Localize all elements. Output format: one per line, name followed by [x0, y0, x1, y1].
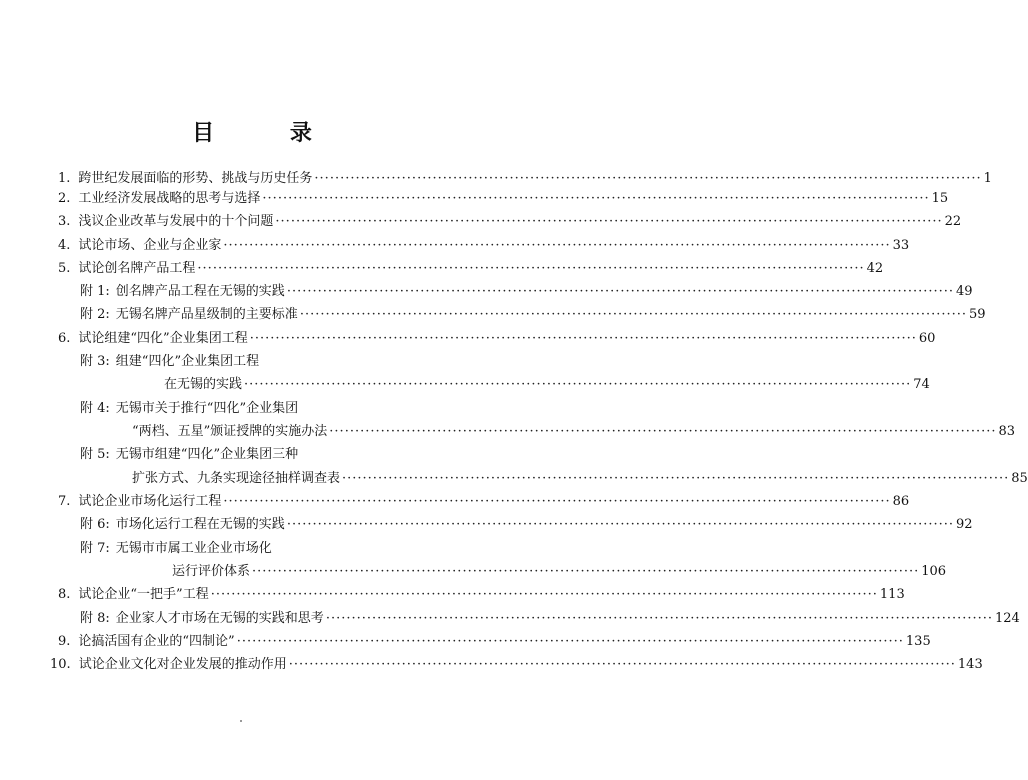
toc-entry-page: 1 — [983, 171, 992, 186]
toc-entry-title: 扩张方式、九条实现途径抽样调查表 — [132, 471, 341, 486]
toc-leader — [237, 633, 904, 651]
toc-entry-title: 论搞活国有企业的“四制论” — [78, 634, 235, 649]
toc-entry[interactable] — [58, 586, 905, 604]
toc-entry-page: 92 — [956, 517, 973, 532]
toc-leader — [211, 586, 878, 604]
toc-subentry[interactable] — [80, 283, 973, 301]
toc-entry-title: 市场化运行工程在无锡的实践 — [115, 517, 285, 532]
toc-subentry[interactable] — [80, 353, 438, 371]
toc-leader — [329, 423, 996, 441]
toc-entry-number: 附 3: — [80, 354, 110, 369]
toc-entry[interactable] — [58, 237, 910, 255]
toc-subentry[interactable] — [80, 610, 1020, 628]
toc-subentry[interactable] — [80, 540, 438, 558]
toc-entry-title: 跨世纪发展面临的形势、挑战与历史任务 — [78, 171, 313, 186]
toc-entry-title: 无锡市关于推行“四化”企业集团 — [115, 401, 299, 416]
toc-entry[interactable] — [58, 190, 949, 208]
toc-leader — [287, 516, 954, 534]
toc-leader — [326, 610, 993, 628]
toc-entry-title: 组建“四化”企业集团工程 — [115, 354, 260, 369]
toc-entry-page: 22 — [944, 214, 962, 229]
toc-entry-number: 附 4: — [80, 401, 110, 416]
toc-entry[interactable] — [58, 170, 992, 188]
toc-entry-page: 113 — [879, 587, 905, 602]
toc-entry-number: 4. — [58, 238, 71, 253]
toc-entry-title: 在无锡的实践 — [164, 377, 243, 392]
toc-entry-title: 浅议企业改革与发展中的十个问题 — [78, 214, 274, 229]
toc-leader — [252, 563, 919, 581]
toc-entry-title: 无锡名牌产品星级制的主要标准 — [115, 307, 298, 322]
toc-leader — [342, 470, 1009, 488]
toc-entry-number: 2. — [58, 191, 71, 206]
toc-entry-page: 86 — [892, 494, 910, 509]
toc-entry-title: 无锡市组建“四化”企业集团三种 — [115, 447, 299, 462]
toc-entry-title: 试论创名牌产品工程 — [78, 261, 196, 276]
toc-entry-number: 3. — [58, 214, 71, 229]
toc-subentry-continued[interactable] — [164, 376, 930, 394]
toc-entry-number: 附 6: — [80, 517, 110, 532]
toc-entry-page: 59 — [969, 307, 986, 322]
toc-entry-page: 83 — [998, 424, 1016, 439]
toc-entry-number: 7. — [58, 494, 71, 509]
toc-leader — [287, 283, 954, 301]
toc-entry-number: 9. — [58, 634, 71, 649]
toc-entry-title: 试论企业市场化运行工程 — [78, 494, 222, 509]
toc-leader — [244, 376, 911, 394]
toc-entry-page: 106 — [921, 564, 947, 579]
toc-leader — [223, 493, 890, 511]
page-speck — [240, 720, 242, 722]
toc-entry-title: 试论市场、企业与企业家 — [78, 238, 222, 253]
page-title: 目 录 — [192, 121, 346, 146]
toc-entry-page: 74 — [913, 377, 930, 392]
toc-entry-page: 15 — [931, 191, 949, 206]
toc-entry-number: 1. — [58, 171, 71, 186]
toc-entry[interactable] — [58, 633, 931, 651]
toc-leader — [314, 170, 981, 188]
toc-entry-title: “两档、五星”颁证授牌的实施办法 — [132, 424, 328, 439]
toc-entry[interactable] — [50, 656, 983, 674]
toc-subentry[interactable] — [80, 446, 438, 464]
toc-entry-number: 附 7: — [80, 541, 110, 556]
toc-leader — [262, 190, 929, 208]
toc-entry-title: 创名牌产品工程在无锡的实践 — [115, 284, 285, 299]
toc-entry-page: 33 — [892, 238, 910, 253]
toc-entry-number: 附 2: — [80, 307, 110, 322]
toc-entry-number: 8. — [58, 587, 71, 602]
toc-entry-number: 10. — [50, 657, 71, 672]
toc-entry-page: 85 — [1011, 471, 1028, 486]
toc-subentry-continued[interactable] — [132, 423, 1016, 441]
toc-entry[interactable] — [58, 213, 962, 231]
toc-entry-title: 工业经济发展战略的思考与选择 — [78, 191, 261, 206]
toc-leader — [289, 656, 956, 674]
toc-leader — [250, 330, 917, 348]
toc-entry-number: 5. — [58, 261, 71, 276]
toc-subentry-continued[interactable] — [172, 563, 947, 581]
toc-entry[interactable] — [58, 493, 910, 511]
toc-entry-page: 49 — [956, 284, 973, 299]
toc-entry[interactable] — [58, 260, 884, 278]
toc-leader — [223, 237, 890, 255]
toc-entry-number: 6. — [58, 331, 71, 346]
toc-entry-title: 运行评价体系 — [172, 564, 251, 579]
toc-entry-title: 企业家人才市场在无锡的实践和思考 — [115, 611, 324, 626]
toc-entry-page: 143 — [957, 657, 983, 672]
toc-entry[interactable] — [58, 330, 936, 348]
toc-entry-title: 试论企业文化对企业发展的推动作用 — [78, 657, 287, 672]
toc-entry-page: 60 — [918, 331, 936, 346]
toc-entry-title: 试论企业“一把手”工程 — [78, 587, 209, 602]
toc-subentry-continued[interactable] — [132, 470, 1028, 488]
toc-subentry[interactable] — [80, 306, 986, 324]
toc-entry-number: 附 1: — [80, 284, 110, 299]
toc-subentry[interactable] — [80, 516, 973, 534]
toc-entry-number: 附 5: — [80, 447, 110, 462]
toc-subentry[interactable] — [80, 400, 438, 418]
toc-entry-page: 42 — [866, 261, 884, 276]
toc-entry-number: 附 8: — [80, 611, 110, 626]
toc-entry-page: 124 — [995, 611, 1020, 626]
toc-entry-title: 无锡市市属工业企业市场化 — [115, 541, 272, 556]
toc-entry-title: 试论组建“四化”企业集团工程 — [78, 331, 248, 346]
toc-entry-page: 135 — [905, 634, 931, 649]
toc-leader — [300, 306, 967, 324]
toc-leader — [197, 260, 864, 278]
toc-leader — [275, 213, 942, 231]
